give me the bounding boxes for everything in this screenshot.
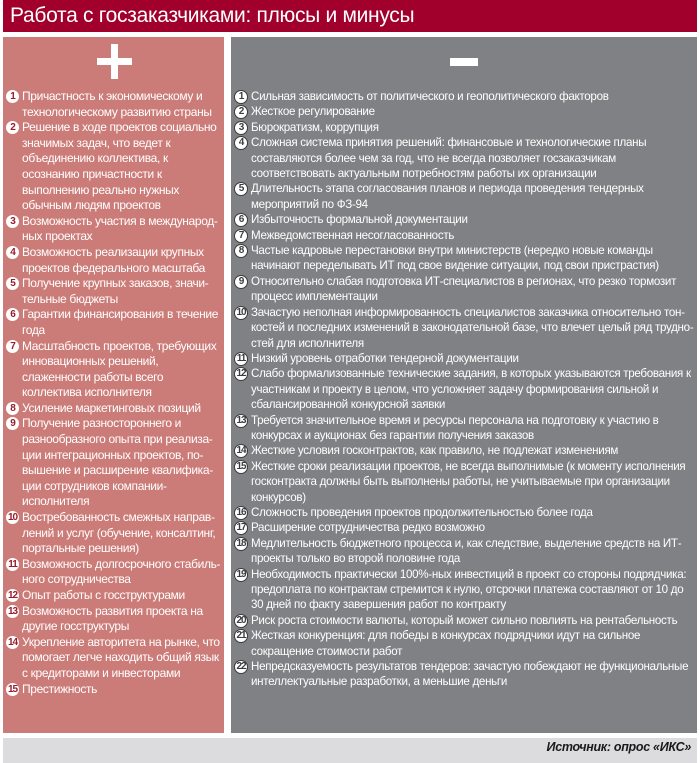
number-badge-icon: 18 (234, 537, 248, 551)
number-badge-icon: 20 (234, 614, 248, 628)
list-item (234, 536, 694, 567)
cons-list (234, 89, 694, 690)
list-item (6, 588, 221, 604)
number-badge-icon: 5 (234, 182, 248, 196)
pros-panel (3, 37, 224, 733)
list-item-text: Востребованность смежных направлений и услуг (обучение, консалтинг, портальные решения) (22, 510, 216, 556)
number-badge-icon: 16 (234, 506, 248, 520)
list-item-text: Межведомственная несогласованность (251, 228, 455, 242)
number-badge-icon: 15 (234, 460, 248, 474)
list-item (234, 366, 694, 412)
list-item-text: Жесткая конкуренция: для победы в конкурсах подрядчики идут на сильное сокращение стоимости работ (251, 629, 641, 658)
list-item (234, 613, 694, 628)
number-badge-icon: 3 (6, 215, 19, 228)
list-item (234, 567, 694, 613)
list-item-text: Требуется значительное время и ресурсы персонала на подготовку к участию в конкурсах и аукционах без гарантии получения заказов (251, 413, 659, 442)
minus-icon (231, 37, 697, 87)
list-item (234, 228, 694, 243)
plus-icon (3, 37, 224, 87)
list-item (234, 413, 694, 444)
list-item (234, 505, 694, 520)
list-item-text: Сложная система принятия решений: финансовые и технологические планы составляются более чем за год, что не всегда позволяет госзаказчикам соответствовать актуальным потребностям работы их организации (251, 136, 647, 181)
list-item-text: Необходимость практически 100%-ных инвестиций в проект со стороны подрядчика: предоплата по контрактам стремится к нулю, отсрочки платежа составляют от 10 до 30 дней по факту завершения работ по контракту (251, 567, 687, 612)
number-badge-icon: 14 (7, 636, 18, 648)
list-item-text: Слабо формализованные технические задания, в которых указываются требования к участникам и проекту в целом, что усложняет задачу формирования сильной и сбалансированной конкурсной заявки (251, 367, 691, 412)
list-item (234, 89, 694, 104)
list-item-text: Возможность участия в международных проектах (22, 213, 218, 244)
list-item (234, 305, 694, 351)
number-badge-icon: 10 (7, 512, 18, 524)
list-item (234, 243, 694, 274)
list-item (234, 628, 694, 659)
list-item (6, 682, 221, 698)
list-item-text: Гарантии финансирования в течение года (22, 307, 219, 337)
list-item (234, 520, 694, 535)
number-badge-icon: 7 (234, 229, 248, 243)
number-badge-icon: 4 (234, 136, 248, 150)
list-item-text: Причастность к экономическому и технологическому развитию страны (22, 89, 212, 119)
number-badge-icon: 22 (234, 660, 248, 674)
list-item (6, 416, 221, 510)
list-item (234, 120, 694, 135)
list-item-text: Бюрократизм, коррупция (251, 120, 379, 134)
list-item (234, 212, 694, 227)
list-item-text: Жесткие условия госконтрактов, как правило, не подлежат изменениям (251, 444, 619, 458)
number-badge-icon: 11 (234, 352, 248, 366)
list-item (234, 459, 694, 505)
list-item-text: Возможность развития проекта на другие госструктуры (22, 603, 203, 634)
list-item (6, 214, 221, 245)
number-badge-icon: 13 (234, 414, 248, 428)
number-badge-icon: 11 (6, 558, 19, 571)
list-item-text: Сильная зависимость от политического и геополитического факторов (251, 90, 609, 103)
list-item (6, 120, 221, 214)
number-badge-icon: 7 (6, 340, 19, 353)
list-item-text: Расширение сотрудничества редко возможно (251, 521, 485, 535)
number-badge-icon: 1 (234, 90, 248, 104)
number-badge-icon: 4 (6, 246, 19, 259)
number-badge-icon: 2 (6, 121, 19, 134)
list-item (6, 339, 221, 401)
number-badge-icon: 12 (234, 367, 248, 381)
number-badge-icon: 12 (7, 590, 18, 601)
list-item (6, 245, 221, 276)
list-item (6, 401, 221, 417)
number-badge-icon: 19 (234, 568, 248, 582)
list-item-text: Усиление маркетинговых позиций (22, 400, 201, 415)
list-item (6, 635, 221, 682)
number-badge-icon: 6 (234, 213, 248, 227)
list-item (234, 181, 694, 212)
list-item-text: Получение крупных заказов, значительные бюджеты (22, 276, 209, 306)
list-item (6, 510, 221, 557)
list-item (234, 443, 694, 458)
number-badge-icon: 1 (6, 90, 19, 103)
list-item (234, 659, 694, 690)
list-item (234, 274, 694, 305)
list-item (6, 307, 221, 338)
list-item-text: Получение разностороннего и разнообразного опыта при реализации интеграционных проектов, повышение и расширение квалификации сотрудников компании-исполнителя (22, 416, 214, 509)
list-item (6, 604, 221, 635)
list-item-text: Низкий уровень отработки тендерной документации (251, 351, 519, 365)
list-item-text: Возможность долгосрочного стабильного сотрудничества (22, 556, 221, 587)
number-badge-icon: 21 (234, 629, 248, 643)
list-item (234, 104, 694, 119)
list-item-text: Относительно слабая подготовка ИТ-специалистов в регионах, что резко тормозит процесс имплементации (251, 274, 677, 304)
cons-panel (231, 37, 697, 733)
number-badge-icon: 13 (7, 605, 18, 617)
list-item-text: Риск роста стоимости валюты, который может сильно повлиять на рентабельность (251, 613, 678, 627)
number-badge-icon: 9 (234, 275, 248, 289)
footer (3, 738, 697, 763)
list-item (234, 351, 694, 366)
number-badge-icon: 8 (234, 244, 248, 258)
number-badge-icon: 10 (234, 306, 248, 320)
list-item-text: Длительность этапа согласования планов и периода проведения тендерных мероприятий по ФЗ-94 (251, 182, 644, 211)
list-item-text: Непредсказуемость результатов тендеров: зачастую побеждают не функциональные интеллектуальные разработки, а меньшие деньги (251, 660, 689, 689)
list-item-text: Престижность (22, 681, 98, 696)
list-item-text: Укрепление авторитета на рынке, что помогает легче находить общий язык с кредиторами и инвесторами (22, 634, 220, 680)
list-item-text: Медлительность бюджетного процесса и, как следствие, выделение средств на ИТ-проекты только во второй половине года (251, 536, 682, 566)
list-item-text: Масштабность проектов, требующих инновационных решений, слаженности работы всего коллектива исполнителя (22, 338, 217, 400)
list-item (6, 89, 221, 120)
number-badge-icon: 2 (234, 105, 248, 119)
source-note: Источник: опрос «ИКС» (546, 740, 691, 754)
list-item (234, 135, 694, 181)
number-badge-icon: 14 (234, 444, 248, 458)
number-badge-icon: 5 (6, 277, 19, 290)
number-badge-icon: 15 (7, 683, 18, 695)
list-item-text: Опыт работы с госструктурами (22, 588, 185, 602)
number-badge-icon: 6 (6, 308, 19, 321)
list-item-text: Возможность реализации крупных проектов федерального масштаба (22, 244, 205, 275)
list-item-text: Решение в ходе проектов социально значимых задач, что ведет к объединению коллектива, к осознанию причастности к выполнению реально нужных обычным людям проектов (22, 120, 217, 213)
list-item-text: Избыточность формальной документации (251, 213, 468, 227)
number-badge-icon: 3 (234, 121, 248, 135)
number-badge-icon: 17 (234, 521, 248, 535)
page-title: Работа с госзаказчиками: плюсы и минусы (3, 0, 697, 32)
list-item-text: Сложность проведения проектов продолжительностью более года (251, 505, 593, 519)
list-item (6, 557, 221, 588)
list-item-text: Жесткое регулирование (251, 105, 375, 119)
list-item (6, 276, 221, 307)
list-item-text: Жесткие сроки реализации проектов, не всегда выполнимые (к моменту исполнения госконтракта должны быть выполнены работы, не учитываемые при организации конкурсов) (251, 459, 686, 504)
pros-list (6, 89, 221, 697)
list-item-text: Зачастую неполная информированность специалистов заказчика относительно тонкостей и последних изменений в законодательной базе, что влечет целый ряд трудностей для исполнителя (251, 305, 694, 350)
number-badge-icon: 8 (6, 402, 19, 415)
number-badge-icon: 9 (6, 417, 19, 430)
list-item-text: Частые кадровые перестановки внутри министерств (нередко новые команды начинают переделывать ИТ под свое видение ситуации, под свои пристрастия) (251, 244, 659, 273)
